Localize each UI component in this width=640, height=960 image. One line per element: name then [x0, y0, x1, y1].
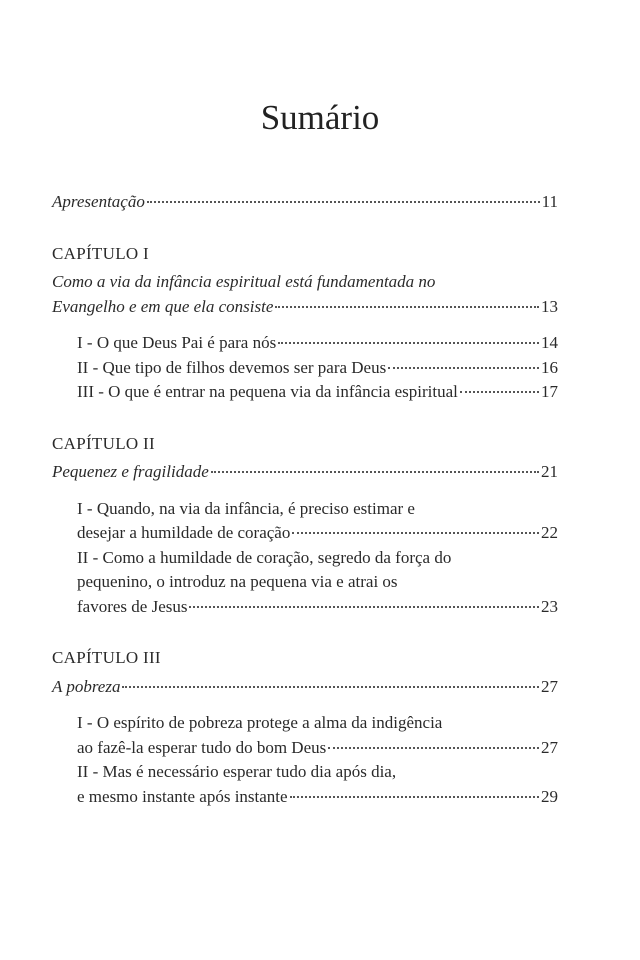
dot-leader: [275, 306, 539, 308]
entry-title-line: favores de Jesus: [77, 596, 188, 616]
chapter-heading: CAPÍTULO I: [52, 243, 149, 263]
entry-title-line: I - O que Deus Pai é para nós: [77, 333, 277, 352]
toc-section[interactable]: [52, 546, 558, 620]
entry-title-line: Evangelho e em que ela consiste: [52, 296, 274, 316]
toc-section[interactable]: [52, 711, 558, 760]
toc-entry-chapter-2[interactable]: [52, 460, 558, 485]
page-number: 13: [541, 296, 558, 316]
toc-section[interactable]: [52, 760, 558, 809]
dot-leader: [211, 471, 539, 473]
entry-title: Apresentação: [52, 192, 145, 211]
page-number: 17: [541, 382, 558, 401]
dot-leader: [122, 686, 539, 688]
dot-leader: [460, 391, 539, 393]
page-number: 27: [541, 676, 558, 696]
entry-title-line: II - Como a humildade de coração, segredo da força do: [77, 547, 452, 567]
dot-leader: [328, 747, 539, 749]
entry-title-line: Como a via da infância espiritual está fundamentada no: [52, 272, 436, 291]
entry-title-line: III - O que é entrar na pequena via da infância espiritual: [77, 382, 458, 401]
toc-section[interactable]: [52, 331, 558, 356]
page-number: 22: [541, 523, 558, 542]
page-number: 29: [541, 786, 558, 806]
toc-entry-apresentacao[interactable]: [52, 190, 558, 215]
toc-section[interactable]: [52, 497, 558, 546]
dot-leader: [189, 606, 539, 608]
entry-title-line: I - Quando, na via da infância, é preciso estimar e: [77, 498, 415, 518]
entry-title-line: II - Mas é necessário esperar tudo dia após dia,: [77, 762, 397, 781]
toc-entry-chapter-3[interactable]: [52, 675, 558, 700]
dot-leader: [278, 342, 539, 344]
entry-title-line: ao fazê-la esperar tudo do bom Deus: [77, 737, 327, 757]
entry-title-line: desejar a humildade de coração: [77, 523, 291, 542]
entry-title-line: e mesmo instante após instante: [77, 786, 288, 806]
toc-entry-chapter-1[interactable]: [52, 270, 558, 319]
entry-title-line: A pobreza: [52, 676, 121, 696]
page-title: Sumário: [260, 98, 380, 137]
dot-leader: [147, 201, 540, 203]
entry-title-line: II - Que tipo de filhos devemos ser para Deus: [77, 357, 387, 377]
dot-leader: [388, 367, 539, 369]
page-number: 14: [541, 333, 558, 352]
dot-leader: [290, 796, 539, 798]
toc-section[interactable]: [52, 380, 558, 405]
page-number: 11: [541, 192, 558, 211]
page-number: 27: [541, 737, 558, 757]
chapter-heading: CAPÍTULO III: [52, 648, 161, 667]
dot-leader: [292, 532, 539, 534]
entry-title-line: I - O espírito de pobreza protege a alma da indigência: [77, 713, 443, 732]
entry-title-line: pequenino, o introduz na pequena via e atrai os: [77, 572, 398, 591]
page-number: 21: [541, 462, 558, 481]
entry-title-line: Pequenez e fragilidade: [52, 462, 209, 481]
chapter-heading: CAPÍTULO II: [52, 433, 155, 453]
toc-section[interactable]: [52, 356, 558, 381]
table-of-contents: [52, 190, 558, 809]
page-number: 23: [541, 596, 558, 616]
page-number: 16: [541, 357, 558, 377]
